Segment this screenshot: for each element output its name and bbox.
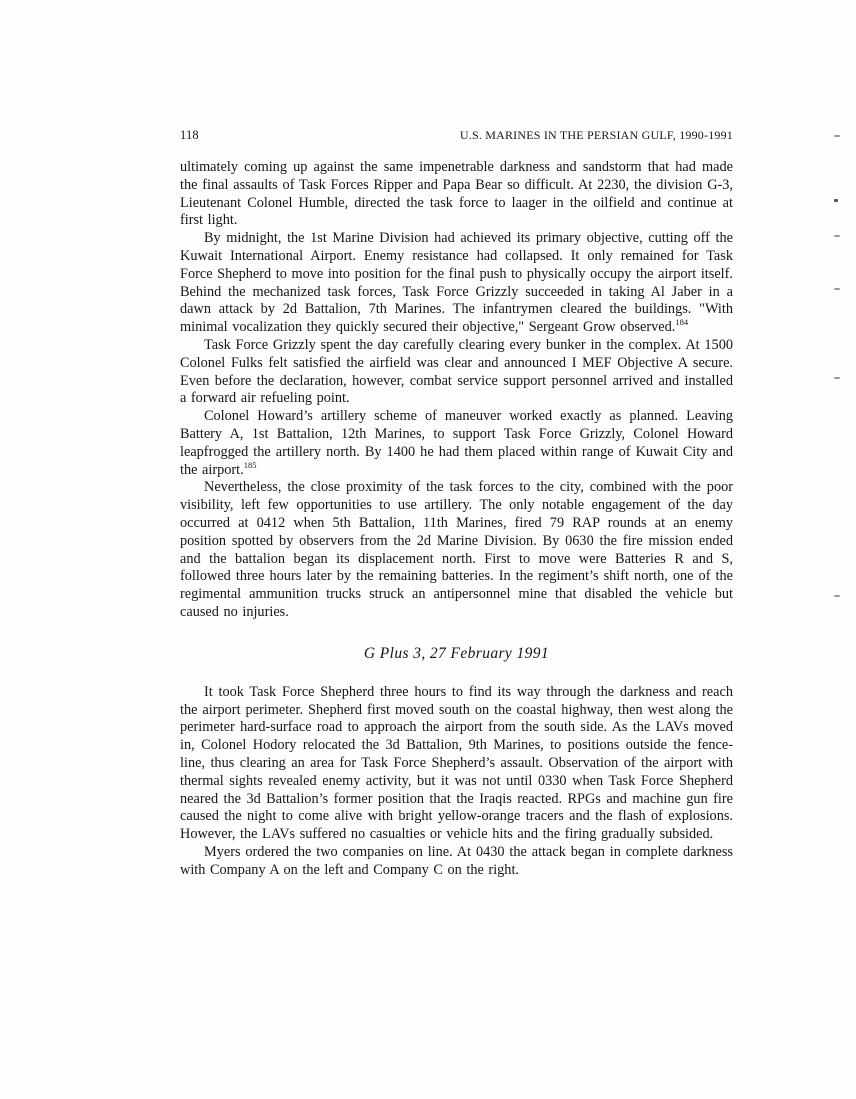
paragraph xyxy=(180,479,733,621)
page-header xyxy=(180,128,733,143)
section-heading: G Plus 3, 27 February 1991 xyxy=(363,644,550,662)
running-title: U.S. MARINES IN THE PERSIAN GULF, 1990-1991 xyxy=(459,128,733,142)
paragraph xyxy=(180,159,733,230)
scan-speck xyxy=(834,135,840,137)
scan-speck xyxy=(834,235,840,237)
scan-speck xyxy=(834,199,838,202)
scan-speck xyxy=(834,288,840,290)
page-content xyxy=(180,128,733,879)
paragraph-text: Task Force Grizzly spent the day carefully clearing every bunker in the complex. At 1500 Colonel Fulks felt satisfied the airfield was clear and announced I MEF Objective A secure. Even before the declaration, however, combat service support personnel arrived and installed a forward air refueling point. xyxy=(180,336,733,407)
paragraph-text: ultimately coming up against the same impenetrable darkness and sandstorm that had made the final assaults of Task Forces Ripper and Papa Bear so difficult. At 2230, the division G-3, Lieutenant Colonel Humble, directed the task force to laager in the oilfield and continue at first light. xyxy=(180,159,733,229)
paragraph xyxy=(180,684,733,844)
paragraph xyxy=(180,230,733,337)
paragraph-text: Nevertheless, the close proximity of the task forces to the city, combined with the poor visibility, left few opportunities to use artillery. The only notable engagement of the day occurred at 0412 when 5th Battalion, 11th Marines, fired 79 RAP rounds at an enemy position spotted by observers from the 2d Marine Division. By 0630 the fire mission ended and the battalion began its displacement north. First to move were Batteries R and S, followed three hours later by the remaining batteries. In the regiment’s shift north, one of the regimental ammunition trucks struck an antipersonnel mine that disabled the vehicle but caused no injuries. xyxy=(180,479,733,620)
scan-speck xyxy=(834,595,840,597)
footnote-ref: 185 xyxy=(243,459,257,470)
paragraph xyxy=(180,408,733,479)
scan-speck xyxy=(834,377,840,379)
footnote-ref: 184 xyxy=(675,317,689,328)
paragraph-text: Myers ordered the two companies on line. At 0430 the attack began in complete darkness with Company A on the left and Company C on the right. xyxy=(180,843,733,878)
paragraph xyxy=(180,844,733,880)
paragraph xyxy=(180,337,733,408)
paragraph-text: By midnight, the 1st Marine Division had achieved its primary objective, cutting off the Kuwait International Airport. Enemy resistance had collapsed. It only remained for Task Force Shepherd to move into position for the final push to physically occupy the airport itself. Behind the mechanized task forces, Task Force Grizzly succeeded in taking Al Jaber in a dawn attack by 2d Battalion, 7th Marines. The infantrymen cleared the buildings. "With minimal vocalization they quickly secured their objective," Sergeant Grow observed. xyxy=(180,230,733,336)
paragraph-text: It took Task Force Shepherd three hours to find its way through the darkness and reach the airport perimeter. Shepherd first moved south on the coastal highway, then west along the perimeter hard-surface road to approach the airport from the south side. As the LAVs moved in, Colonel Hodory relocated the 3d Battalion, 9th Marines, to positions outside the fence-line, thus clearing an area for Task Force Shepherd’s assault. Observation of the airport with thermal sights revealed enemy activity, but it was not until 0330 when Task Force Shepherd neared the 3d Battalion’s former position that the Iraqis reacted. RPGs and machine gun fire caused the night to come alive with bright yellow-orange tracers and the flash of explosions. However, the LAVs suffered no casualties or vehicle hits and the firing gradually subsided. xyxy=(180,683,733,843)
paragraph-text: Colonel Howard’s artillery scheme of maneuver worked exactly as planned. Leaving Battery A, 1st Battalion, 12th Marines, to support Task Force Grizzly, Colonel Howard leapfrogged the artillery north. By 1400 he had them placed within range of Kuwait City and the airport. xyxy=(180,408,733,478)
page-number: 118 xyxy=(180,128,199,142)
page-body xyxy=(180,159,733,879)
